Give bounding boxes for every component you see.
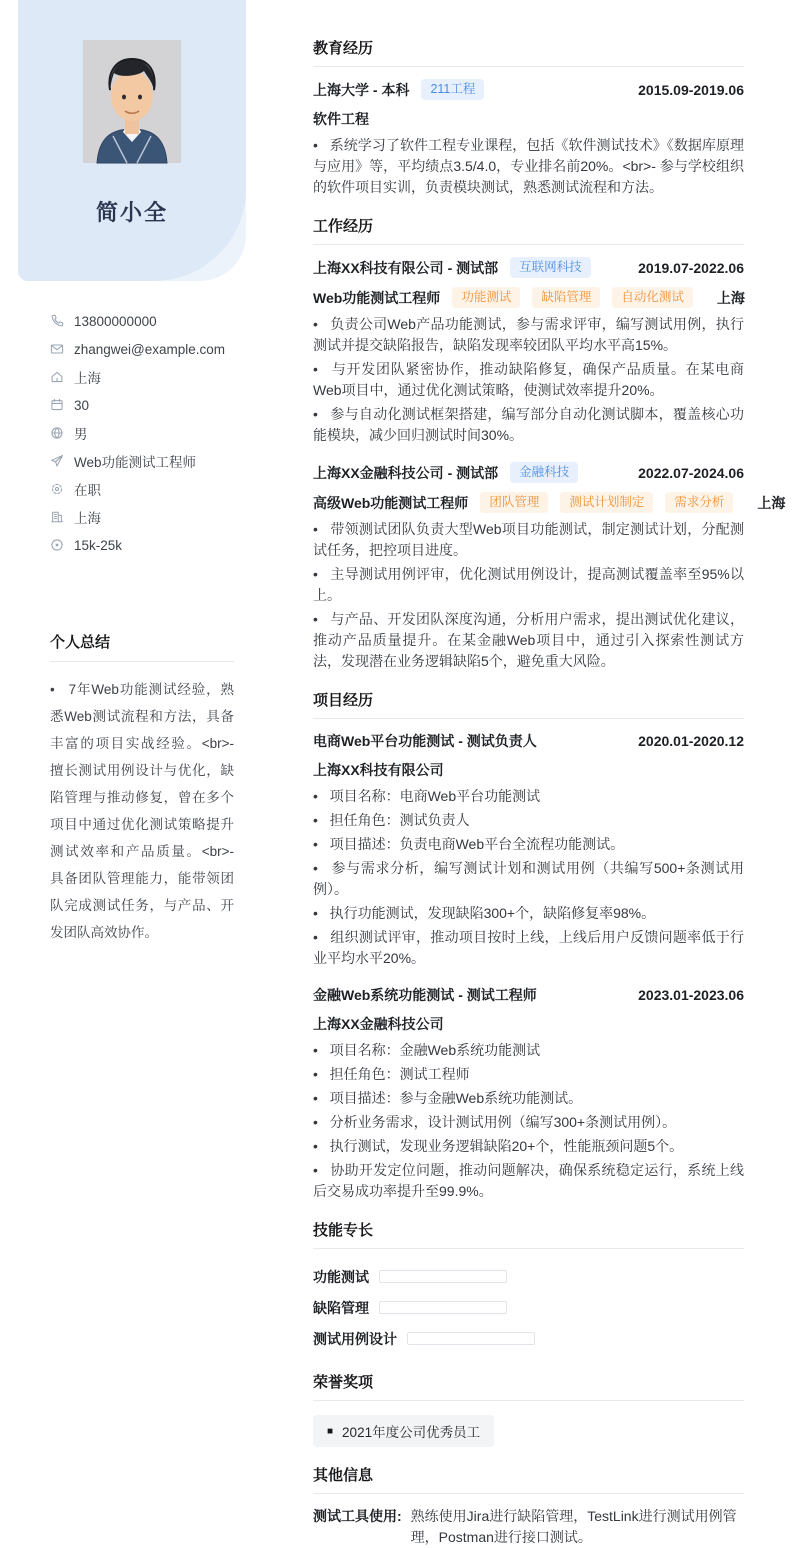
education-title: 教育经历 — [313, 40, 744, 67]
skill-label: 缺陷管理 — [313, 1299, 369, 1316]
work-title: 工作经历 — [313, 218, 744, 245]
profile-panel-inner — [18, 0, 246, 281]
honors-title: 荣誉奖项 — [313, 1374, 744, 1401]
summary-text: • 7年Web功能测试经验，熟悉Web测试流程和方法，具备丰富的项目实战经验。<br>- 擅长测试用例设计与优化，缺陷管理与推动修复，曾在多个项目中通过优化测试策略提升测试效率和产品质量。<br>- 具备团队管理能力，能带领团队完成测试任务，与产品、开发团队高效协作。 — [50, 676, 234, 946]
work-bullet: • 与产品、开发团队深度沟通，分析用户需求，提出测试优化建议，推动产品质量提升。在某金融Web项目中，通过引入探索性测试方法，发现潜在业务逻辑缺陷5个，避免重大风险。 — [313, 609, 744, 672]
work-section — [313, 218, 786, 672]
job-role: Web功能测试工程师 — [313, 289, 441, 306]
project-entry — [313, 985, 744, 1202]
job-role: 高级Web功能测试工程师 — [313, 494, 469, 511]
building-icon — [50, 510, 64, 524]
contact-list — [50, 307, 246, 559]
other-section — [313, 1467, 744, 1548]
honor-badge: ■ 2021年度公司优秀员工 — [313, 1415, 494, 1447]
work-entry — [313, 257, 744, 446]
education-bullet: • 系统学习了软件工程专业课程，包括《软件测试技术》《数据库原理与应用》等，平均绩点3.5/4.0，专业排名前20%。<br>- 参与学校组织的软件项目实训，负责模块测试，熟悉测试流程和方法。 — [313, 135, 744, 198]
education-section — [313, 40, 744, 198]
summary-title: 个人总结 — [50, 631, 234, 662]
school-name: 上海大学 - 本科 — [313, 81, 410, 98]
work-date: 2019.07-2022.06 — [638, 259, 744, 276]
project-date: 2023.01-2023.06 — [638, 987, 744, 1003]
paper-plane-icon — [50, 454, 64, 468]
contact-email-value: zhangwei@example.com — [74, 341, 226, 357]
work-bullet: • 与开发团队紧密协作，推动缺陷修复，确保产品质量。在某电商Web项目中，通过优化测试策略，使测试效率提升20%。 — [313, 359, 744, 401]
projects-title: 项目经历 — [313, 692, 744, 719]
skill-tag: 功能测试 — [452, 287, 520, 308]
phone-icon — [50, 314, 64, 328]
mail-icon — [50, 342, 64, 356]
skill-tag: 测试计划制定 — [560, 492, 653, 513]
education-date: 2015.09-2019.06 — [638, 81, 744, 98]
industry-badge: 互联网科技 — [510, 257, 591, 278]
work-bullet: • 主导测试用例评审，优化测试用例设计，提高测试覆盖率至95%以上。 — [313, 564, 744, 606]
work-bullet: • 带领测试团队负责大型Web项目功能测试，制定测试计划，分配测试任务，把控项目进度。 — [313, 519, 744, 561]
contact-phone-value: 13800000000 — [74, 313, 157, 329]
skill-tag: 自动化测试 — [612, 287, 693, 308]
other-text: 熟练使用Jira进行缺陷管理，TestLink进行测试用例管理，Postman进行接口测试。 — [410, 1508, 737, 1545]
work-location: 上海 — [716, 289, 745, 306]
target-icon — [50, 538, 64, 552]
skill-progress-bar — [379, 1270, 507, 1283]
other-label: 测试工具使用: — [313, 1508, 402, 1524]
sidebar — [0, 0, 246, 1476]
honors-section — [313, 1374, 744, 1447]
contact-gender — [50, 419, 246, 447]
project-bullet: • 项目名称：金融Web系统功能测试 — [313, 1040, 744, 1061]
project-bullet: • 项目描述：参与金融Web系统功能测试。 — [313, 1088, 744, 1109]
gear-icon — [50, 482, 64, 496]
contact-salary-value: 15k-25k — [74, 537, 123, 553]
school-badge: 211工程 — [421, 79, 484, 100]
work-bullet: • 负责公司Web产品功能测试，参与需求评审，编写测试用例，执行测试并提交缺陷报告，缺陷发现率较团队平均水平高15%。 — [313, 314, 744, 356]
skill-tag: 团队管理 — [480, 492, 548, 513]
skill-row — [313, 1292, 744, 1323]
contact-salary — [50, 531, 246, 559]
education-entry — [313, 79, 744, 198]
skill-label: 测试用例设计 — [313, 1330, 397, 1347]
project-bullet: • 执行测试，发现业务逻辑缺陷20+个，性能瓶颈问题5个。 — [313, 1136, 744, 1157]
profile-photo — [83, 40, 181, 163]
summary-section — [50, 631, 234, 946]
skill-progress-bar — [379, 1301, 507, 1314]
project-entry — [313, 731, 744, 969]
candidate-name: 简小全 — [95, 200, 168, 225]
contact-email — [50, 335, 246, 363]
skill-row — [313, 1323, 744, 1354]
skills-section — [313, 1222, 744, 1354]
profile-panel — [18, 0, 246, 281]
work-entry — [313, 462, 786, 672]
skills-title: 技能专长 — [313, 1222, 744, 1249]
work-date: 2022.07-2024.06 — [638, 464, 744, 481]
other-title: 其他信息 — [313, 1467, 744, 1494]
education-major: 软件工程 — [313, 111, 369, 127]
gender-icon — [50, 426, 64, 440]
skill-tag: 需求分析 — [665, 492, 733, 513]
work-bullet: • 参与自动化测试框架搭建，编写部分自动化测试脚本，覆盖核心功能模块，减少回归测试时间30%。 — [313, 404, 744, 446]
contact-location-value: 上海 — [74, 371, 101, 386]
skill-label: 功能测试 — [313, 1268, 369, 1285]
home-icon — [50, 370, 64, 384]
company-name: 上海XX金融科技公司 - 测试部 — [313, 464, 499, 481]
project-bullet: • 担任角色：测试负责人 — [313, 810, 744, 831]
project-bullet: • 项目描述：负责电商Web平台全流程功能测试。 — [313, 834, 744, 855]
company-name: 上海XX科技有限公司 - 测试部 — [313, 259, 499, 276]
contact-age-value: 30 — [74, 397, 90, 413]
project-bullet: • 协助开发定位问题，推动问题解决，确保系统稳定运行，系统上线后交易成功率提升至99.9%。 — [313, 1160, 744, 1202]
project-bullet: • 分析业务需求，设计测试用例（编写300+条测试用例）。 — [313, 1112, 744, 1133]
skill-tag: 缺陷管理 — [532, 287, 600, 308]
skill-row — [313, 1261, 744, 1292]
work-location: 上海 — [757, 494, 786, 511]
contact-job-title-value: Web功能测试工程师 — [74, 455, 197, 470]
project-bullet: • 担任角色：测试工程师 — [313, 1064, 744, 1085]
project-bullet: • 组织测试评审，推动项目按时上线，上线后用户反馈问题率低于行业平均水平20%。 — [313, 927, 744, 969]
project-date: 2020.01-2020.12 — [638, 733, 744, 749]
calendar-icon — [50, 398, 64, 412]
contact-phone — [50, 307, 246, 335]
project-bullet: • 执行功能测试，发现缺陷300+个，缺陷修复率98%。 — [313, 903, 744, 924]
contact-location — [50, 363, 246, 391]
project-company: 上海XX科技有限公司 — [313, 762, 444, 778]
contact-status-value: 在职 — [74, 483, 101, 498]
contact-gender-value: 男 — [74, 427, 88, 442]
projects-section — [313, 692, 744, 1202]
project-name: 金融Web系统功能测试 - 测试工程师 — [313, 987, 537, 1003]
industry-badge: 金融科技 — [510, 462, 578, 483]
skill-progress-bar — [407, 1332, 535, 1345]
project-name: 电商Web平台功能测试 - 测试负责人 — [313, 733, 537, 749]
contact-age — [50, 391, 246, 419]
profile-photo-illustration — [83, 40, 181, 163]
contact-city — [50, 503, 246, 531]
project-company: 上海XX金融科技公司 — [313, 1016, 444, 1032]
contact-status — [50, 475, 246, 503]
project-bullet: • 项目名称：电商Web平台功能测试 — [313, 786, 744, 807]
contact-job-title — [50, 447, 246, 475]
main-content — [313, 0, 786, 1545]
contact-city-value: 上海 — [74, 511, 101, 526]
project-bullet: • 参与需求分析，编写测试计划和测试用例（共编写500+条测试用例）。 — [313, 858, 744, 900]
